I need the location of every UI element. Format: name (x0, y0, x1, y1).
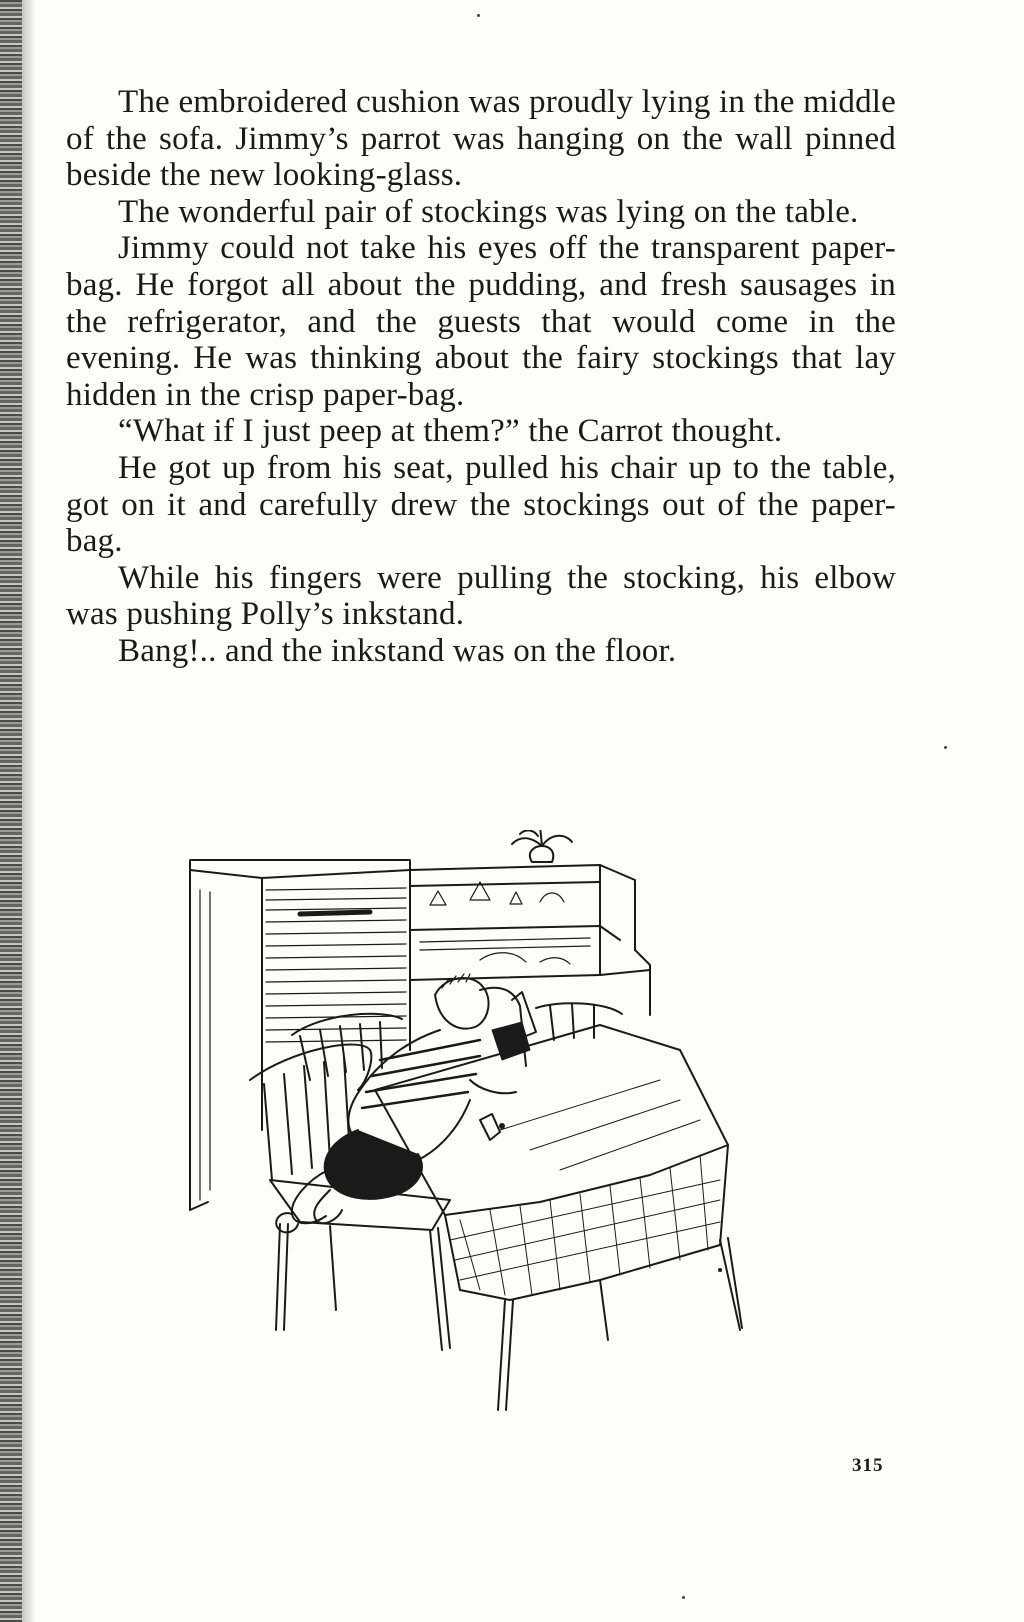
front-chair (250, 1045, 450, 1350)
page-number: 315 (852, 1455, 884, 1476)
binding-edge (0, 0, 22, 1622)
binding-shadow (22, 0, 36, 1622)
ink-speck (682, 1596, 685, 1599)
boy (276, 974, 536, 1232)
paragraph: He got up from his seat, pulled his chair up to the table, got on it and carefully drew the stockings out of the paper-bag. (66, 449, 896, 560)
back-chair (292, 1003, 622, 1080)
ink-speck (944, 746, 947, 749)
paragraph: Jimmy could not take his eyes off the transparent paper-bag. He forgot all about the pudding, and fresh sausages in the refrigerator, and the guests that would come in the evening. He was thinking about the fairy stockings that lay hidden in the crisp paper-bag. (66, 230, 896, 413)
paragraph: While his fingers were pulling the stocking, his elbow was pushing Polly’s inkstand. (66, 559, 896, 633)
paragraph: The wonderful pair of stockings was lying on the table. (118, 193, 859, 230)
illustration-boy-at-table (180, 830, 760, 1420)
paragraph: The embroidered cushion was proudly lying in the middle of the sofa. Jimmy’s parrot was hanging on the wall pinned beside the new looking-glass. (66, 84, 896, 194)
sideboard (410, 830, 650, 1015)
paragraph: Bang!.. and the inkstand was on the floor. (118, 632, 677, 669)
story-text (66, 84, 896, 670)
ink-speck (477, 14, 480, 17)
paragraph: “What if I just peep at them?” the Carrot thought. (118, 413, 783, 450)
